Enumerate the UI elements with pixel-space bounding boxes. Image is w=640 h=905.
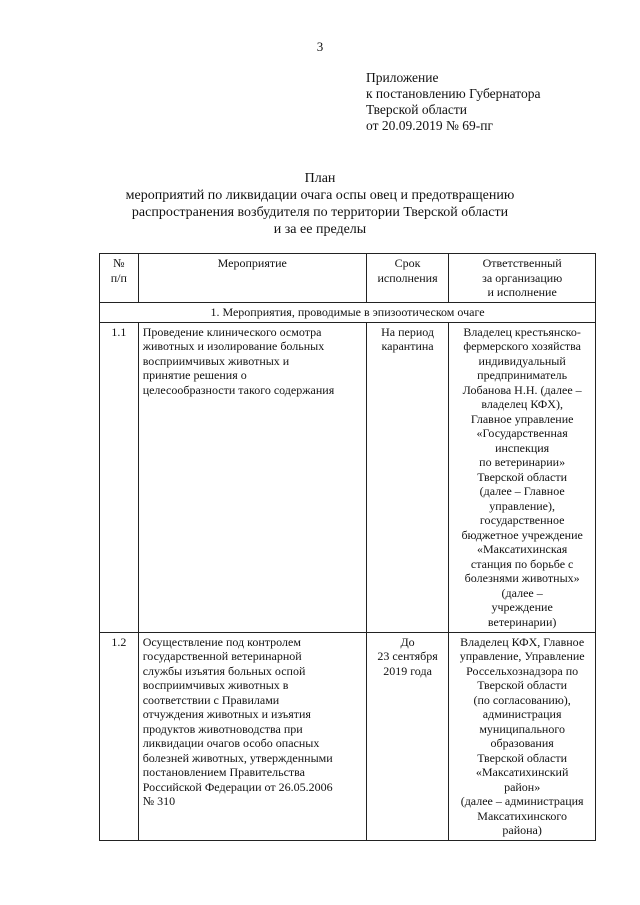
- cell-line: п/п: [110, 270, 127, 285]
- cell-line: Тверской области: [477, 750, 568, 765]
- row-responsible: [449, 322, 596, 632]
- cell-line: Российской Федерации от 26.05.2006: [142, 779, 333, 794]
- cell-line: До: [400, 634, 415, 649]
- appendix-line: Приложение: [366, 70, 439, 85]
- cell-line: Проведение клинического осмотра: [142, 324, 322, 339]
- cell-line: «Максатихинский: [475, 765, 569, 779]
- cell-line: Осуществление под контролем: [142, 634, 301, 649]
- cell-line: за организацию: [482, 270, 563, 285]
- cell-line: постановлением Правительства: [142, 765, 305, 779]
- cell-line: учреждение: [491, 600, 553, 614]
- cell-line: службы изъятия больных оспой: [142, 663, 306, 678]
- appendix-block: [366, 70, 540, 134]
- cell-line: принятие решения о: [142, 368, 247, 382]
- cell-line: Владелец крестьянско-: [463, 324, 581, 339]
- row-term: [366, 322, 448, 632]
- row-num: 1.1: [100, 322, 139, 632]
- row-activity: [138, 632, 366, 840]
- title-line: распространения возбудителя по территории Тверской области: [131, 205, 509, 220]
- cell-line: Максатихинского: [477, 808, 567, 823]
- row-responsible: [449, 632, 596, 840]
- cell-line: Россельхознадзора по: [466, 663, 579, 678]
- plan-title: [0, 170, 640, 238]
- table-row: [100, 322, 596, 632]
- appendix-line: к постановлению Губернатора: [366, 86, 541, 101]
- cell-line: Мероприятие: [217, 256, 287, 270]
- title-line: и за ее пределы: [273, 222, 367, 237]
- cell-line: отчуждения животных и изъятия: [142, 707, 311, 721]
- cell-line: управление, Управление: [459, 649, 585, 663]
- page-number: 3: [316, 39, 324, 54]
- cell-line: (далее – Главное: [479, 484, 565, 498]
- cell-line: Ответственный: [482, 256, 562, 270]
- cell-line: «Государственная: [476, 426, 568, 440]
- cell-line: муниципального: [479, 721, 565, 736]
- cell-line: фермерского хозяйства: [463, 339, 581, 353]
- cell-line: Лобанова Н.Н. (далее –: [462, 382, 582, 397]
- cell-line: управление),: [489, 498, 556, 513]
- cell-line: болезнями животных»: [464, 571, 580, 585]
- cell-line: район»: [504, 779, 541, 794]
- cell-line: Тверской области: [477, 469, 568, 484]
- cell-line: и исполнение: [487, 285, 557, 299]
- cell-line: Тверской области: [477, 678, 568, 692]
- cell-line: района): [502, 823, 542, 837]
- section-title: 1. Мероприятия, проводимые в эпизоотическом очаге: [100, 303, 596, 323]
- row-term: [366, 632, 448, 840]
- cell-line: восприимчивых животных в: [142, 678, 289, 692]
- header-num: [100, 254, 139, 303]
- cell-line: На период: [381, 324, 435, 339]
- cell-line: целесообразности такого содержания: [142, 382, 335, 397]
- cell-line: по ветеринарии»: [479, 455, 566, 469]
- cell-line: станция по борьбе с: [470, 556, 574, 571]
- cell-line: Срок: [394, 256, 421, 270]
- cell-line: (по согласованию),: [473, 692, 571, 707]
- table-row: [100, 632, 596, 840]
- cell-line: соответствии с Правилами: [142, 692, 280, 707]
- cell-line: предприниматель: [477, 368, 568, 382]
- cell-line: животных и изолирование больных: [142, 339, 325, 353]
- cell-line: (далее –: [501, 585, 543, 600]
- cell-line: №: [113, 256, 125, 270]
- cell-line: бюджетное учреждение: [461, 527, 583, 542]
- cell-line: образования: [490, 736, 554, 750]
- cell-line: государственное: [479, 513, 565, 527]
- cell-line: Главное управление: [470, 411, 574, 426]
- header-term: [366, 254, 448, 303]
- cell-line: продуктов животноводства при: [142, 721, 303, 736]
- section-row: [100, 303, 596, 323]
- cell-line: «Максатихинская: [476, 542, 568, 556]
- cell-line: болезней животных, утвержденными: [142, 750, 333, 765]
- appendix-line: Тверской области: [366, 102, 467, 117]
- cell-line: владелец КФХ),: [481, 397, 563, 411]
- cell-line: карантина: [381, 339, 434, 353]
- cell-line: Владелец КФХ, Главное: [460, 634, 585, 649]
- cell-line: инспекция: [495, 440, 550, 455]
- cell-line: ветеринарии): [487, 614, 557, 629]
- cell-line: № 310: [142, 794, 176, 808]
- cell-line: администрация: [482, 707, 562, 721]
- cell-line: (далее – администрация: [460, 794, 584, 808]
- cell-line: 2019 года: [383, 663, 432, 678]
- row-activity: [138, 322, 366, 632]
- cell-line: исполнения: [377, 270, 438, 285]
- header-responsible: [449, 254, 596, 303]
- title-line: мероприятий по ликвидации очага оспы овец и предотвращению: [125, 188, 515, 203]
- title-line: План: [304, 171, 336, 186]
- cell-line: ликвидации очагов особо опасных: [142, 736, 320, 750]
- table-header-row: [100, 254, 596, 303]
- plan-table: [99, 253, 596, 841]
- appendix-line: от 20.09.2019 № 69-пг: [366, 118, 493, 133]
- row-num: 1.2: [100, 632, 139, 840]
- header-activity: [138, 254, 366, 303]
- cell-line: восприимчивых животных и: [142, 353, 290, 368]
- cell-line: индивидуальный: [478, 353, 566, 368]
- cell-line: 23 сентября: [377, 649, 438, 663]
- cell-line: государственной ветеринарной: [142, 649, 302, 663]
